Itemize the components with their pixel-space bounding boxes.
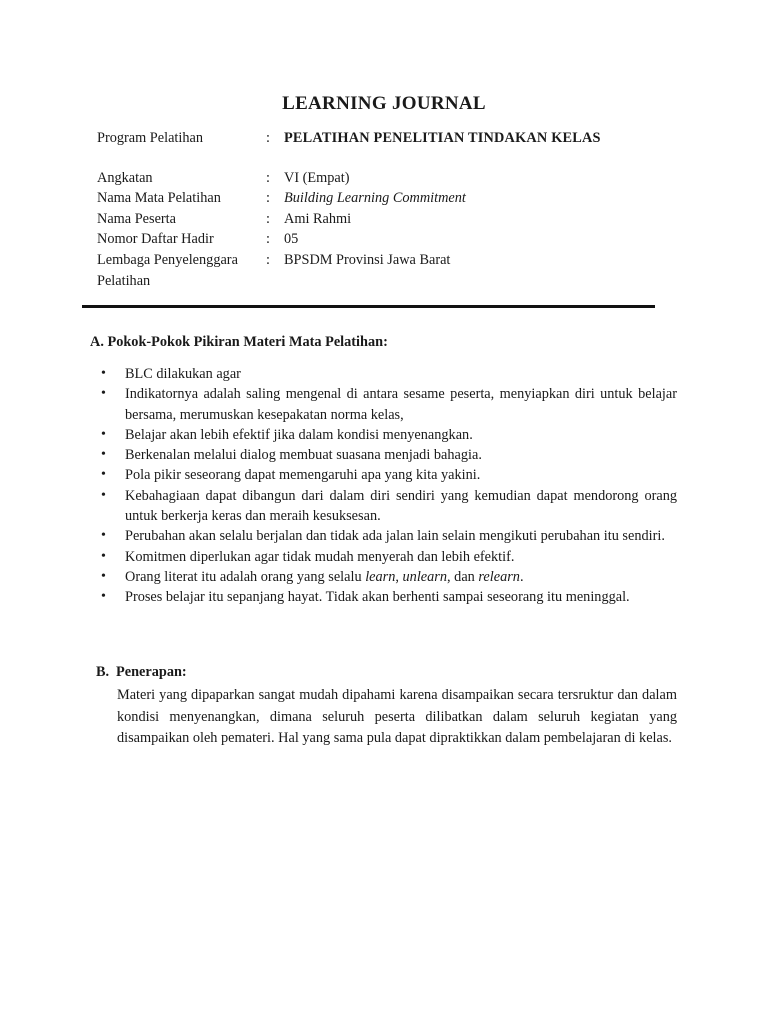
meta-label: Program Pelatihan [97,130,204,146]
bullet-icon: • [101,426,106,442]
meta-label-line: Pelatihan [97,272,151,289]
section-b-number: B. [96,664,110,680]
list-item [97,364,677,384]
list-item-text: Belajar akan lebih efektif jika dalam kondisi menyenangkan. [125,426,473,443]
meta-value-daftar-hadir: 05 [284,231,299,247]
meta-value-mata-pelatihan: Building Learning Commitment [284,190,466,206]
list-item [97,465,677,485]
bullet-icon: • [101,487,106,503]
meta-label: Nama Peserta [97,211,176,227]
meta-row-lembaga [97,250,677,291]
list-item [97,445,677,465]
term-relearn: relearn [478,568,520,585]
meta-colon: : [266,231,270,247]
list-item [97,425,677,445]
list-item-text: Kebahagiaan dapat dibangun dari dalam diri sendiri yang kemudian dapat mendorong orang untuk berkerja keras dan meraih kesuksesan. [125,487,677,525]
meta-label-line: Lembaga Penyelenggara [97,252,238,268]
list-item-text: Berkenalan melalui dialog membuat suasana menjadi bahagia. [125,447,482,464]
meta-colon: : [266,252,270,268]
meta-label-lembaga [97,250,262,291]
section-a-heading: A. Pokok-Pokok Pikiran Materi Mata Pelatihan: [90,334,388,350]
bullet-icon: • [101,366,106,381]
meta-colon: : [266,130,270,146]
meta-value-program: PELATIHAN PENELITIAN TINDAKAN KELAS [284,130,601,146]
meta-label: Nomor Daftar Hadir [97,231,214,247]
bullet-icon: • [101,589,106,605]
list-item-text: Orang literat itu adalah orang yang selalu learn, unlearn, dan relearn. [125,568,524,585]
list-item-text: Komitmen diperlukan agar tidak mudah menyerah dan lebih efektif. [125,548,515,565]
bullet-icon: • [101,447,106,463]
section-b-title: Penerapan: [116,664,187,680]
meta-value-peserta: Ami Rahmi [284,211,352,227]
meta-colon: : [266,211,270,227]
bullet-icon: • [101,528,106,544]
list-item-text: Pola pikir seseorang dapat memengaruhi apa yang kita yakini. [125,467,481,484]
section-a-list [97,364,677,608]
list-item [97,486,677,527]
header-divider [82,305,655,308]
meta-colon: : [266,170,270,186]
bullet-icon: • [101,548,106,564]
bullet-icon: • [101,568,106,584]
section-b-heading [96,664,187,681]
meta-value-lembaga: BPSDM Provinsi Jawa Barat [284,252,451,268]
list-item-text: Indikatornya adalah saling mengenal di antara sesame peserta, menyiapkan diri untuk belajar bersama, merumuskan kesepakatan norma kelas, [125,386,677,423]
list-item [97,587,677,607]
meta-colon: : [266,190,270,206]
section-b-paragraph: Materi yang dipaparkan sangat mudah dipahami karena disampaikan secara tersruktur dan dalam kondisi menyenangkan, dimana seluruh peserta dilibatkan dalam seluruh kegiatan yang disampaikan oleh pemateri. Hal yang sama pula dapat dipraktikkan dalam pembelajaran di kelas. [117,687,677,746]
list-item [97,547,677,567]
list-item [97,526,677,546]
meta-label: Nama Mata Pelatihan [97,190,221,206]
list-item-text: BLC dilakukan agar [125,366,241,382]
term-learn: learn [365,568,396,585]
list-item [97,567,677,587]
list-item-text: Proses belajar itu sepanjang hayat. Tidak akan berhenti sampai seseorang itu meninggal. [125,589,630,606]
list-item [97,384,677,425]
meta-value-angkatan: VI (Empat) [284,170,350,186]
document-title: LEARNING JOURNAL [282,93,486,114]
term-unlearn: unlearn [402,568,448,585]
meta-label: Angkatan [97,170,153,186]
list-item-text: Perubahan akan selalu berjalan dan tidak ada jalan lain selain mengikuti perubahan itu sendiri. [125,528,665,545]
bullet-icon: • [101,386,106,402]
bullet-icon: • [101,467,106,483]
